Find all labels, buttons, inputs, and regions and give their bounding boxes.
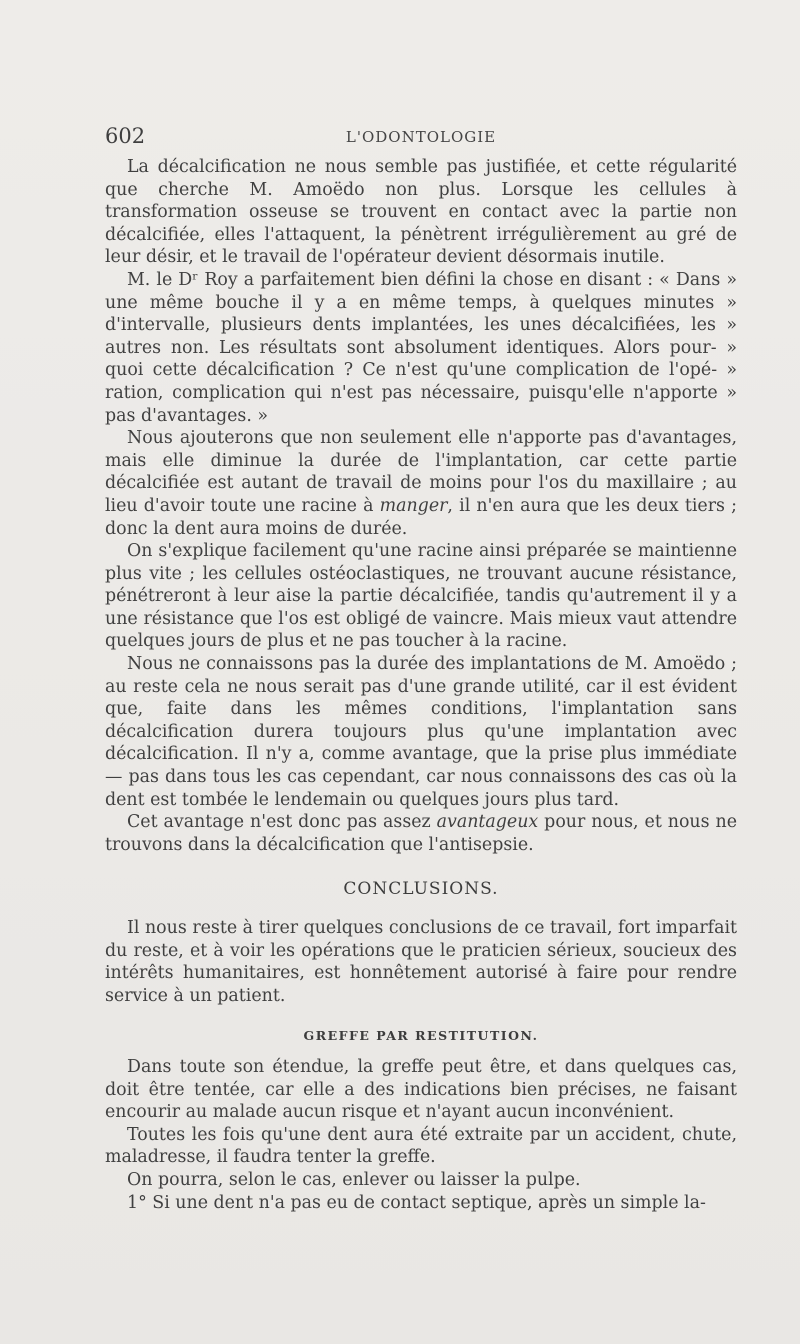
paragraph: M. le Dʳ Roy a parfaitement bien défini la chose en disant : « Dans » une même bouche il y a en même temps, à quelques minutes » d'intervalle, plusieurs dents implantées, les unes décalcifiées, les » autres non. Les résultats sont absolument identiques. Alors pour- » quoi cette décalcification ? Ce n'est qu'une complication de l'opé- » ration, complication qui n'est pas nécessaire, puisqu'elle n'apporte » pas d'avantages. » bbox=[105, 269, 737, 426]
subsection-heading: GREFFE PAR RESTITUTION. bbox=[303, 1028, 539, 1044]
section-heading: CONCLUSIONS. bbox=[343, 879, 499, 900]
paragraph: On pourra, selon le cas, enlever ou laisser la pulpe. bbox=[127, 1169, 581, 1190]
running-head bbox=[105, 124, 737, 154]
paragraph: La décalcification ne nous semble pas justifiée, et cette régularité que cherche M. Amoëdo non plus. Lorsque les cellules à transformation osseuse se trouvent en contact avec la partie non décalcifiée, elles l'attaquent, la pénètrent irrégulièrement au gré de leur désir, et le travail de l'opérateur devient désormais inutile. bbox=[105, 157, 737, 268]
paragraph-text: , il n'en aura que les deux tiers ; donc la dent aura moins de durée. bbox=[105, 495, 737, 539]
page-number: 602 bbox=[105, 124, 146, 148]
emphasis-text: avantageux bbox=[436, 812, 539, 833]
paragraph bbox=[105, 811, 737, 856]
paragraph-text: Nous ajouterons que non seulement elle n'apporte pas d'avantages, mais elle diminue la durée de l'implantation, car cette partie décalcifiée est autant de travail de moins pour l'os du maxillaire ; au lieu d'avoir toute une racine à bbox=[105, 428, 737, 516]
paragraph: On s'explique facilement qu'une racine ainsi préparée se maintienne plus vite ; les cellules ostéoclastiques, ne trouvant aucune résistance, pénétreront à leur aise la partie décalcifiée, tandis qu'autrement il y a une résistance que l'os est obligé de vaincre. Mais mieux vaut attendre quelques jours de plus et ne pas toucher à la racine. bbox=[105, 541, 737, 652]
body-text bbox=[105, 156, 737, 1214]
paragraph bbox=[105, 427, 737, 540]
paragraph: 1° Si une dent n'a pas eu de contact septique, après un simple la- bbox=[127, 1192, 706, 1213]
journal-title: L'ODONTOLOGIE bbox=[345, 128, 497, 146]
paragraph: Il nous reste à tirer quelques conclusions de ce travail, fort imparfait du reste, et à voir les opérations que le praticien sérieux, soucieux des intérêts humanitaires, est honnêtement autorisé à faire pour rendre service à un patient. bbox=[105, 918, 737, 1006]
emphasis-text: manger bbox=[379, 495, 448, 516]
paragraph: Nous ne connaissons pas la durée des implantations de M. Amoëdo ; au reste cela ne nous serait pas d'une grande utilité, car il est évident que, faite dans les mêmes conditions, l'implantation sans décalcification durera toujours plus qu'une implantation avec décalcification. Il n'y a, comme avantage, que la prise plus immédiate — pas dans tous les cas cependant, car nous connaissons des cas où la dent est tombée le lendemain ou quelques jours plus tard. bbox=[105, 654, 737, 810]
paragraph-text: pour nous, et nous ne trouvons dans la décalcification que l'antisepsie. bbox=[105, 812, 737, 855]
paragraph: Toutes les fois qu'une dent aura été extraite par un accident, chute, maladresse, il faudra tenter la greffe. bbox=[105, 1124, 737, 1168]
paragraph: Dans toute son étendue, la greffe peut être, et dans quelques cas, doit être tentée, car elle a des indications bien précises, ne faisant encourir au malade aucun risque et n'ayant aucun inconvénient. bbox=[105, 1056, 737, 1123]
paragraph-text: Cet avantage n'est donc pas assez bbox=[127, 812, 437, 833]
